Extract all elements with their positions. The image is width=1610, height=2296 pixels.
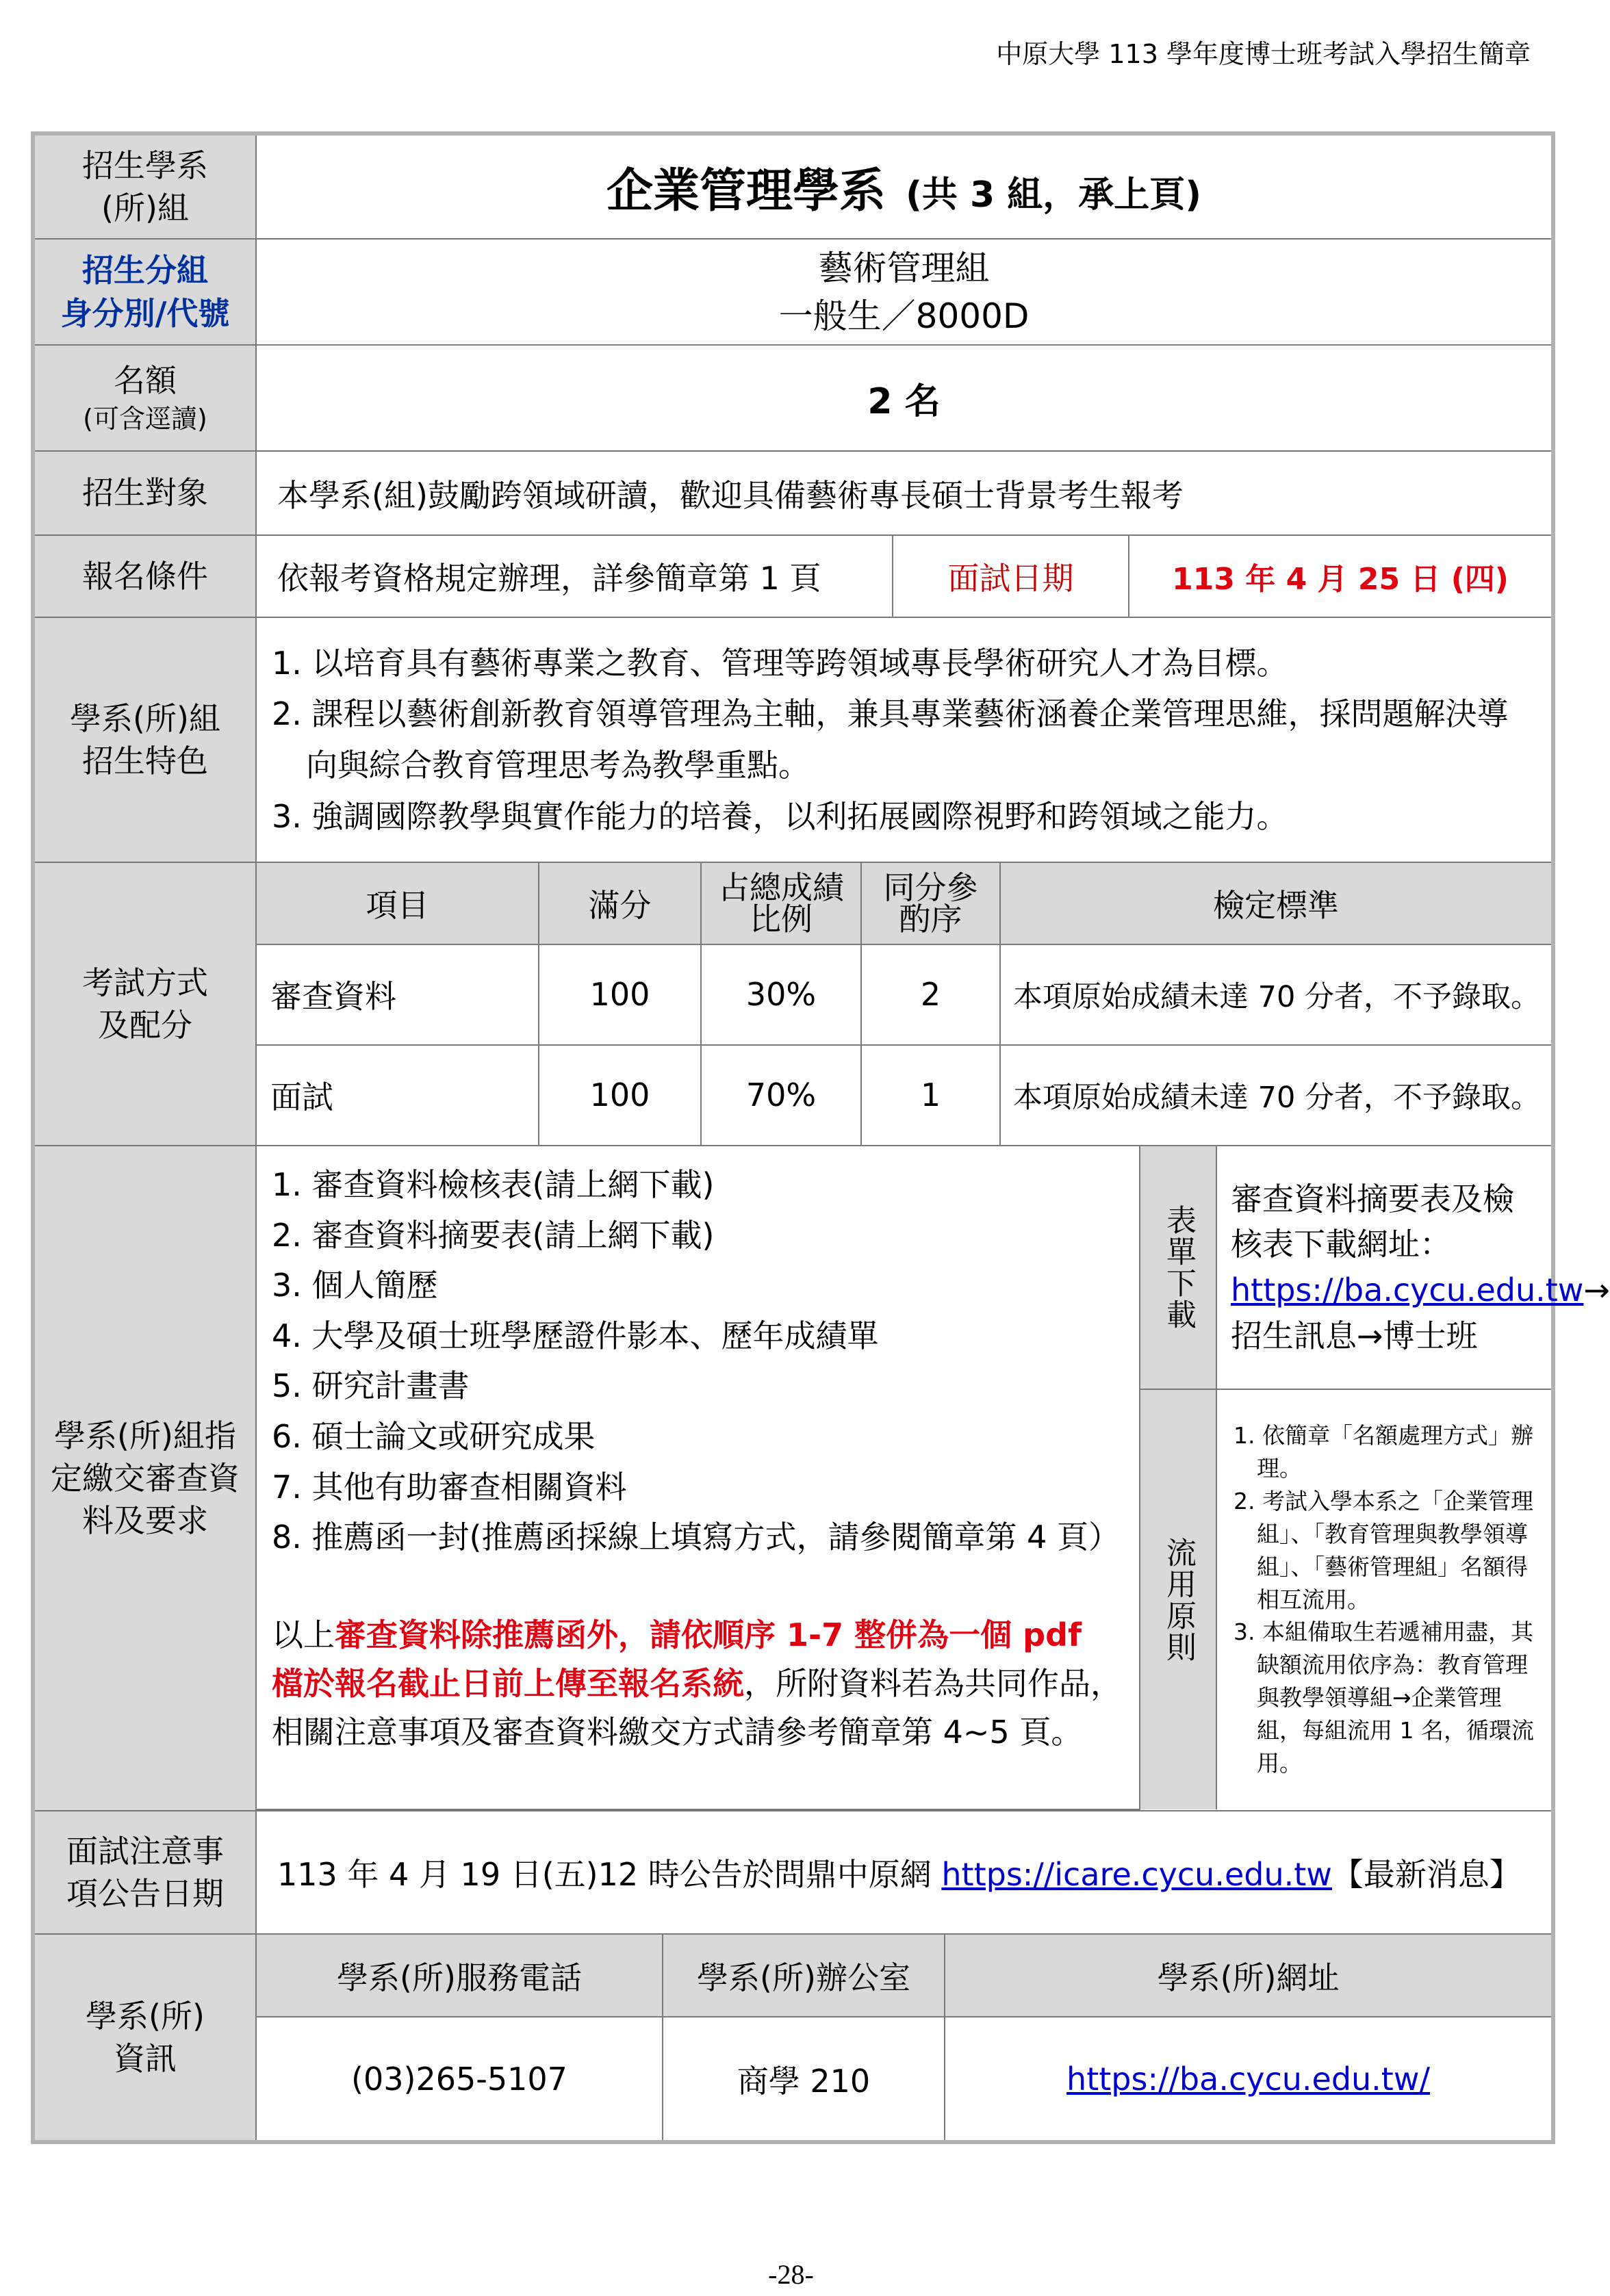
department-title-cell [256, 133, 1553, 239]
exam-row-interview [257, 1045, 1551, 1145]
exam-header-score: 滿分 [539, 863, 701, 944]
form-download-label-cell [1140, 1146, 1216, 1389]
info-label: 學系(所) 資訊 [33, 1934, 256, 2142]
interview-date-label: 面試日期 [893, 535, 1129, 617]
exam-label: 考試方式 及配分 [33, 862, 256, 1146]
exam-header-row [257, 863, 1551, 944]
features-label: 學系(所)組 招生特色 [33, 617, 256, 862]
exam-cell: 70% [701, 1045, 861, 1145]
quota-transfer-list [1234, 1419, 1540, 1779]
document-item: 4. 大學及碩士班學歷證件影本、歷年成績單 [272, 1317, 879, 1354]
document-item: 6. 碩士論文或研究成果 [272, 1417, 596, 1455]
documents-list [272, 1160, 1124, 1563]
document-item: 7. 其他有助審查相關資料 [272, 1468, 627, 1506]
exam-score-table [257, 863, 1551, 1145]
quota-transfer-label: 流用原則 [1161, 1536, 1196, 1663]
admission-table [31, 131, 1610, 2144]
target-row [33, 451, 1553, 535]
quota-transfer-label-cell [1140, 1389, 1216, 1809]
documents-note: 以上審查資料除推薦函外，請依順序 1-7 整併為一個 pdf 檔於報名截止日前上傳至報名系統，所附資料若為共同作品，相關注意事項及審查資料繳交方式請參考簡章第 4~5 頁。 [272, 1616, 1122, 1751]
quota-value: 2 名 [256, 345, 1553, 451]
documents-content [256, 1146, 1610, 1811]
document-item: 5. 研究計畫書 [272, 1367, 470, 1405]
info-office: 商學 210 [663, 2017, 945, 2140]
group-name: 藝術管理組 [818, 248, 990, 288]
notice-content: 113 年 4 月 19 日(五)12 時公告於問鼎中原網 https://icare.cycu.edu.tw【最新消息】 [256, 1811, 1553, 1934]
exam-cell: 本項原始成績未達 70 分者，不予錄取。 [1000, 944, 1551, 1044]
notice-row [33, 1811, 1553, 1934]
quota-label: 名額 (可含逕讀) [33, 345, 256, 451]
department-label: 招生學系 (所)組 [33, 133, 256, 239]
form-download-link[interactable]: https://ba.cycu.edu.tw [1231, 1272, 1584, 1308]
rule-item: 1. 依簡章「名額處理方式」辦理。 [1234, 1422, 1533, 1482]
rule-item: 2. 考試入學本系之「企業管理組」、「教育管理與教學領導組」、「藝術管理組」名額得相互流用。 [1234, 1488, 1533, 1613]
feature-item: 3. 強調國際教學與實作能力的培養，以利拓展國際視野和跨領域之能力。 [272, 797, 1288, 835]
rule-item: 3. 本組備取生若遞補用盡，其缺額流用依序為：教育管理與教學領導組→企業管理組，每組流用 1 名，循環流用。 [1234, 1618, 1534, 1777]
document-header: 中原大學 113 學年度博士班考試入學招生簡章 [996, 39, 1531, 69]
conditions-label: 報名條件 [33, 535, 256, 617]
exam-row [33, 862, 1553, 1146]
feature-item: 2. 課程以藝術創新教育領導管理為主軸，兼具專業藝術涵養企業管理思維，採問題解決導向與綜合教育管理思考為教學重點。 [272, 695, 1509, 784]
documents-label: 學系(所)組指 定繳交審查資 料及要求 [33, 1146, 256, 1811]
features-row [33, 617, 1553, 862]
exam-cell: 本項原始成績未達 70 分者，不予錄取。 [1000, 1045, 1551, 1145]
info-header-website: 學系(所)網址 [945, 1935, 1551, 2017]
document-item: 3. 個人簡歷 [272, 1267, 438, 1304]
exam-header-standard: 檢定標準 [1000, 863, 1551, 944]
info-content [256, 1934, 1553, 2142]
conditions-row [33, 535, 1553, 617]
info-website-link[interactable]: https://ba.cycu.edu.tw/ [1066, 2060, 1430, 2098]
group-row [33, 239, 1553, 345]
exam-cell: 1 [861, 1045, 1000, 1145]
documents-row [33, 1146, 1553, 1811]
group-label: 招生分組 身分別/代號 [33, 239, 256, 345]
exam-cell: 審查資料 [257, 944, 539, 1044]
department-subtitle: (共 3 組，承上頁) [906, 174, 1202, 216]
info-row [33, 1934, 1553, 2142]
info-header-phone: 學系(所)服務電話 [257, 1935, 663, 2017]
target-value: 本學系(組)鼓勵跨領域研讀，歡迎具備藝術專長碩士背景考生報考 [256, 451, 1553, 535]
exam-cell: 面試 [257, 1045, 539, 1145]
documents-main [257, 1146, 1140, 1809]
features-content [256, 617, 1553, 862]
document-item: 1. 審查資料檢核表(請上網下載) [272, 1166, 715, 1203]
department-title: 企業管理學系 [606, 164, 886, 218]
exam-cell: 100 [539, 944, 701, 1044]
department-row [33, 133, 1553, 239]
quota-row [33, 345, 1553, 451]
page-number: -28- [768, 2259, 814, 2290]
form-download-label: 表單下載 [1161, 1204, 1196, 1330]
exam-header-item: 項目 [257, 863, 539, 944]
exam-row-review [257, 944, 1551, 1044]
info-header-office: 學系(所)辦公室 [663, 1935, 945, 2017]
notice-label: 面試注意事 項公告日期 [33, 1811, 256, 1934]
documents-layout [257, 1146, 1610, 1810]
info-table [257, 1935, 1551, 2140]
notice-link[interactable]: https://icare.cycu.edu.tw [941, 1856, 1332, 1893]
group-code: 一般生／8000D [778, 296, 1030, 336]
exam-header-ratio: 占總成績比例 [701, 863, 861, 944]
info-phone: (03)265-5107 [257, 2017, 663, 2140]
conditions-value: 依報考資格規定辦理，詳參簡章第 1 頁 [256, 535, 893, 617]
document-item: 8. 推薦函一封(推薦函採線上填寫方式，請參閱簡章第 4 頁） [272, 1519, 1120, 1556]
form-download-info: 審查資料摘要表及檢核表下載網址： https://ba.cycu.edu.tw→招生訊息→博士班 [1216, 1146, 1551, 1389]
exam-cell: 2 [861, 944, 1000, 1044]
exam-header-order: 同分參酌序 [861, 863, 1000, 944]
document-item: 2. 審查資料摘要表(請上網下載) [272, 1216, 715, 1254]
quota-transfer-rules [1216, 1389, 1551, 1809]
documents-note-highlight: 審查資料除推薦函外，請依順序 1-7 整併為一個 pdf 檔於報名截止日前上傳至報名系統 [272, 1616, 1082, 1703]
exam-cell: 30% [701, 944, 861, 1044]
target-label: 招生對象 [33, 451, 256, 535]
feature-item: 1. 以培育具有藝術專業之教育、管理等跨領域專長學術研究人才為目標。 [272, 644, 1288, 682]
interview-date-value: 113 年 4 月 25 日 (四) [1129, 535, 1553, 617]
exam-cell: 100 [539, 1045, 701, 1145]
group-value [256, 239, 1553, 345]
features-list [272, 638, 1536, 842]
exam-content [256, 862, 1553, 1146]
